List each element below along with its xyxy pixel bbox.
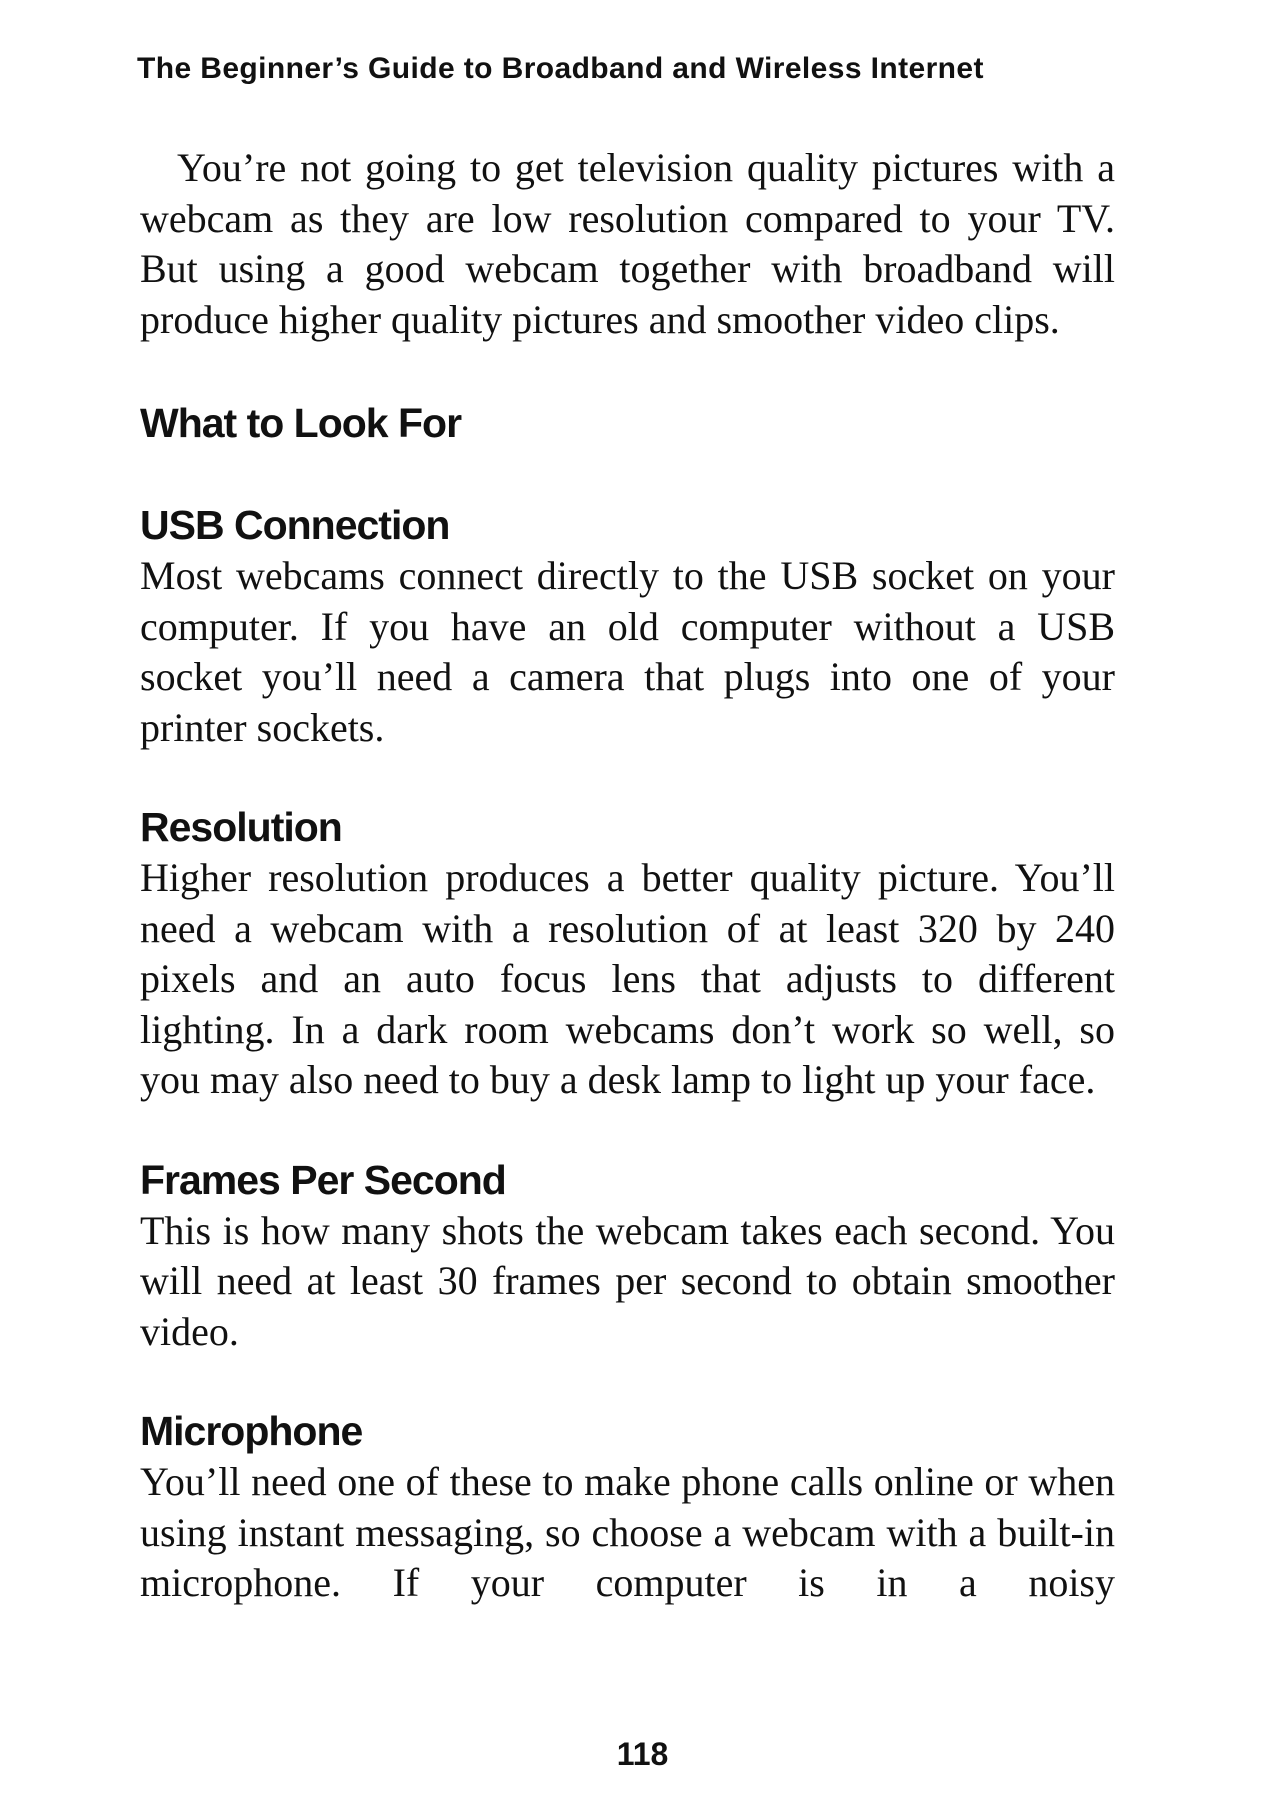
section-microphone	[140, 1405, 1115, 1609]
intro-paragraph: You’re not going to get television quality pictures with a webcam as they are low resolution compared to your TV. But using a good webcam together with broadband will produce higher quality pictures and smoother video clips.	[140, 145, 1115, 342]
page-content	[140, 143, 1115, 1609]
section-body: This is how many shots the webcam takes each second. You will need at least 30 frames per second to obtain smoother video.	[140, 1207, 1115, 1354]
section-heading: USB Connection	[140, 502, 450, 548]
section-body: Most webcams connect directly to the USB socket on your computer. If you have an old computer without a USB socket you’ll need a camera that plugs into one of your printer sockets.	[140, 553, 1115, 750]
running-head: The Beginner’s Guide to Broadband and Wireless Internet	[137, 52, 984, 85]
section-resolution	[140, 801, 1115, 1106]
main-heading: What to Look For	[140, 400, 462, 446]
section-body: You’ll need one of these to make phone calls online or when using instant messaging, so choose a webcam with a built-in microphone. If your computer is in a noisy	[140, 1459, 1115, 1605]
section-heading: Frames Per Second	[140, 1156, 506, 1203]
section-body: Higher resolution produces a better quality picture. You’ll need a webcam with a resolution of at least 320 by 240 pixels and an auto focus lens that adjusts to different lighting. In a dark room webcams don’t work so well, so you may also need to buy a desk lamp to light up your face.	[140, 855, 1115, 1102]
section-frames-per-second	[140, 1154, 1115, 1358]
section-usb-connection	[140, 499, 1115, 753]
section-heading: Resolution	[140, 804, 342, 850]
section-heading: Microphone	[140, 1408, 363, 1454]
page-number: 118	[616, 1736, 669, 1772]
